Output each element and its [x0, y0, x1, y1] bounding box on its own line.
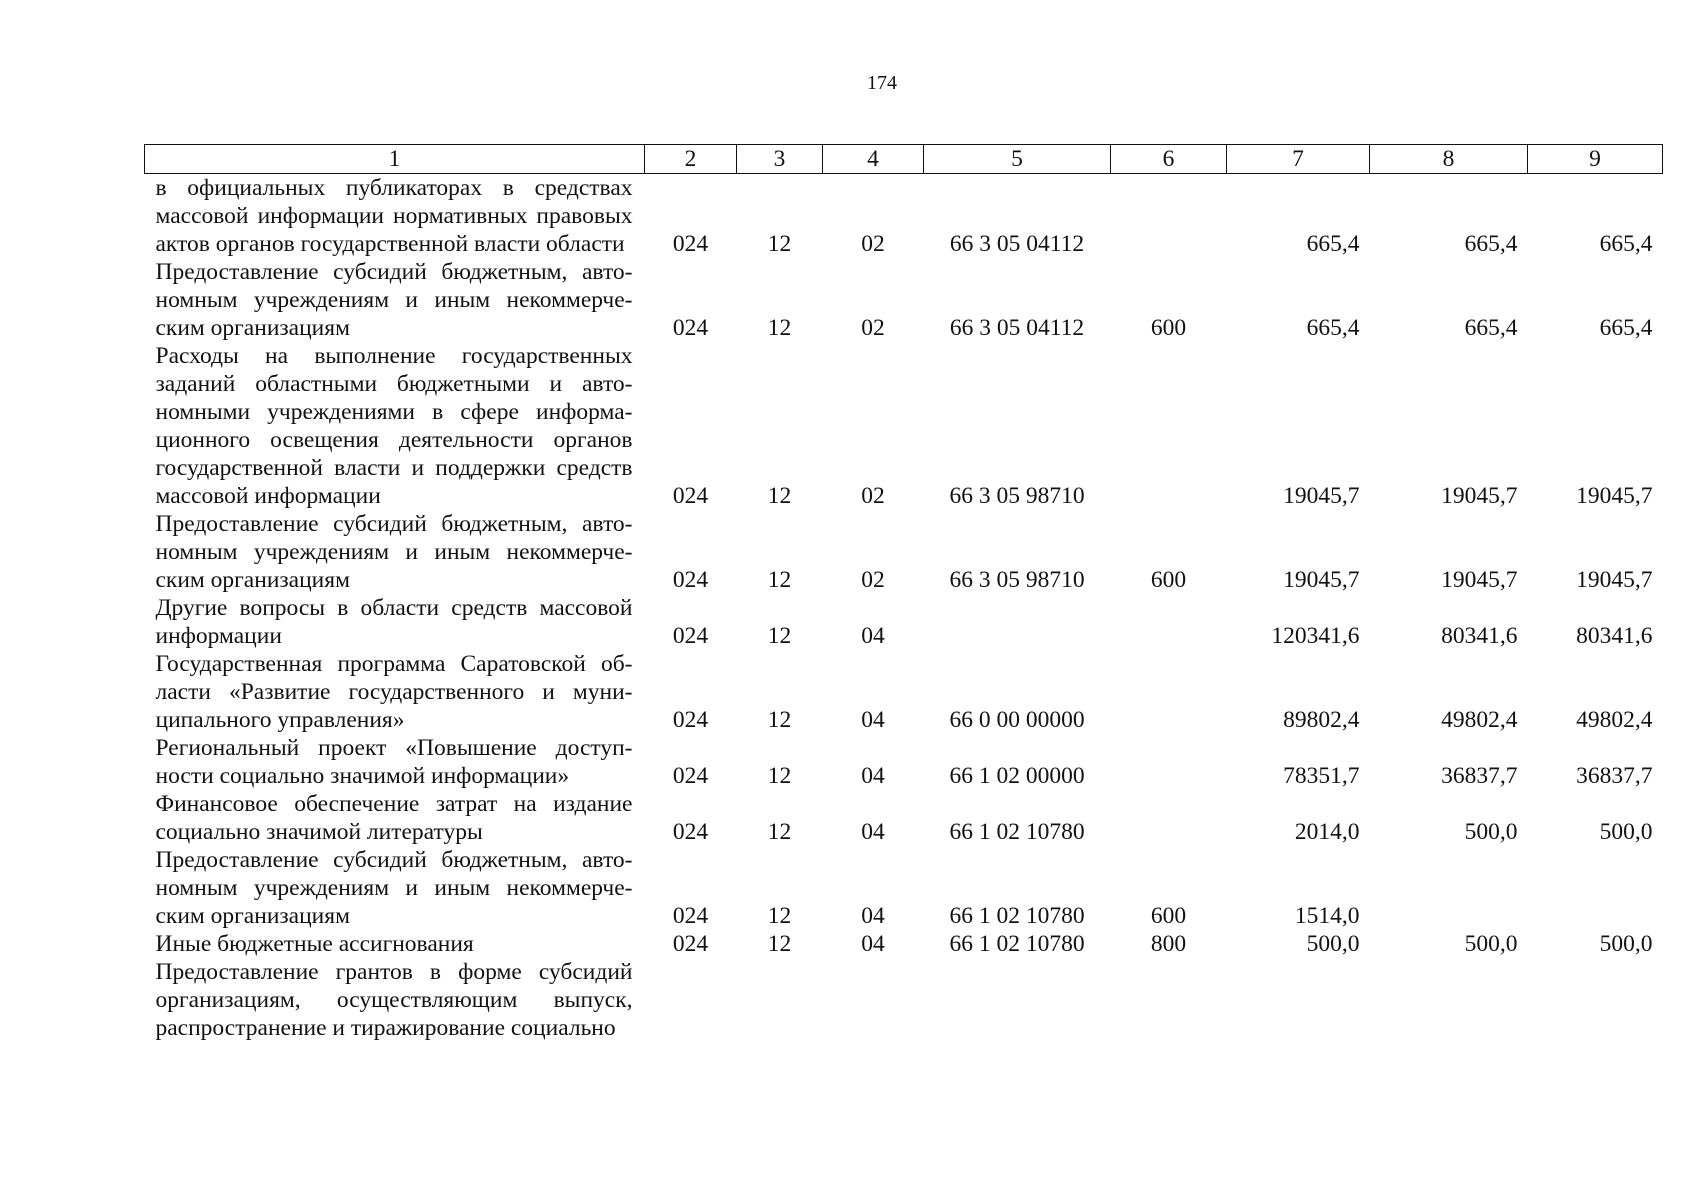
row-amount-col8: 49802,4	[1441, 707, 1518, 733]
table-row	[145, 846, 1663, 930]
header-col-2: 2	[645, 145, 737, 174]
table-body	[145, 174, 1663, 1043]
row-description: Предоставление грантов в форме субсидий организациям, осуществляющим выпуск, распространение и тиражирование социально	[155, 959, 633, 1041]
row-expense-type	[1111, 594, 1227, 650]
row-amount-col8	[1370, 958, 1528, 1042]
row-amount-col9: 665,4	[1599, 231, 1653, 257]
row-section: 12	[767, 567, 792, 593]
row-description: Финансовое обеспечение затрат на издание социально значимой литературы	[155, 791, 633, 845]
row-admin-code: 024	[672, 315, 709, 341]
row-section: 12	[767, 483, 792, 509]
row-amount-col8	[1370, 846, 1528, 930]
row-section: 12	[767, 231, 792, 257]
row-subsection: 04	[861, 903, 885, 929]
table-row	[145, 790, 1663, 846]
row-admin-code: 024	[672, 707, 709, 733]
page-number: 174	[867, 72, 897, 94]
row-subsection	[823, 958, 924, 1042]
row-amount-col8: 500,0	[1464, 819, 1518, 845]
header-col-7: 7	[1227, 145, 1370, 174]
table-row	[145, 594, 1663, 650]
row-admin-code: 024	[672, 903, 709, 929]
row-section: 12	[767, 707, 792, 733]
table-row	[145, 958, 1663, 1042]
row-amount-col8: 19045,7	[1441, 567, 1518, 593]
row-amount-col8: 80341,6	[1441, 623, 1518, 649]
row-subsection: 02	[861, 483, 885, 509]
row-amount-col8: 500,0	[1464, 931, 1518, 957]
row-expense-type: 600	[1150, 567, 1187, 593]
row-amount-col9: 665,4	[1599, 315, 1653, 341]
table-row	[145, 174, 1663, 259]
row-description: Государственная программа Саратовской области «Развитие государственного и муниципального управления»	[155, 651, 633, 733]
row-amount-col7	[1227, 958, 1370, 1042]
row-target-code: 66 3 05 04112	[949, 315, 1085, 341]
row-subsection: 04	[861, 623, 885, 649]
row-expense-type	[1111, 790, 1227, 846]
row-amount-col7: 120341,6	[1271, 623, 1360, 649]
row-subsection: 04	[861, 763, 885, 789]
row-amount-col7: 665,4	[1306, 315, 1360, 341]
row-target-code: 66 3 05 98710	[949, 567, 1085, 593]
row-amount-col7: 19045,7	[1283, 483, 1360, 509]
row-amount-col9: 80341,6	[1576, 623, 1653, 649]
table-row	[145, 510, 1663, 594]
row-target-code: 66 1 02 10780	[949, 819, 1085, 845]
row-amount-col7: 665,4	[1306, 231, 1360, 257]
row-target-code	[924, 594, 1111, 650]
row-amount-col7: 500,0	[1306, 931, 1360, 957]
table-row	[145, 930, 1663, 958]
row-target-code: 66 1 02 00000	[949, 763, 1085, 789]
row-amount-col7: 2014,0	[1294, 819, 1360, 845]
row-subsection: 04	[861, 931, 885, 957]
row-amount-col9: 500,0	[1599, 819, 1653, 845]
row-admin-code: 024	[672, 819, 709, 845]
row-amount-col8: 36837,7	[1441, 763, 1518, 789]
row-section	[737, 958, 823, 1042]
table-row	[145, 650, 1663, 734]
row-admin-code	[645, 958, 737, 1042]
row-amount-col9: 49802,4	[1576, 707, 1653, 733]
row-description: Региональный проект «Повышение доступности социально значимой информации»	[155, 735, 633, 789]
row-amount-col7: 19045,7	[1283, 567, 1360, 593]
row-target-code	[924, 958, 1111, 1042]
row-admin-code: 024	[672, 623, 709, 649]
header-row	[145, 145, 1663, 174]
row-admin-code: 024	[672, 931, 709, 957]
row-section: 12	[767, 931, 792, 957]
row-description: Предоставление субсидий бюджетным, автономным учреждениям и иным некоммерческим организациям	[155, 847, 633, 929]
row-amount-col8: 19045,7	[1441, 483, 1518, 509]
row-amount-col8: 665,4	[1464, 315, 1518, 341]
row-amount-col9	[1528, 846, 1663, 930]
budget-table	[144, 144, 1663, 1042]
row-subsection: 02	[861, 315, 885, 341]
row-description: в официальных публикаторах в средствах массовой информации нормативных правовых актов органов государственной власти области	[155, 175, 633, 257]
row-amount-col7: 1514,0	[1294, 903, 1360, 929]
header-col-4: 4	[823, 145, 924, 174]
row-expense-type: 800	[1150, 931, 1187, 957]
row-expense-type	[1111, 734, 1227, 790]
row-section: 12	[767, 763, 792, 789]
row-section: 12	[767, 903, 792, 929]
row-subsection: 04	[861, 819, 885, 845]
row-amount-col9: 36837,7	[1576, 763, 1653, 789]
header-col-8: 8	[1370, 145, 1528, 174]
header-col-3: 3	[737, 145, 823, 174]
header-col-5: 5	[924, 145, 1111, 174]
row-expense-type	[1111, 958, 1227, 1042]
table-row	[145, 258, 1663, 342]
row-amount-col9: 19045,7	[1576, 567, 1653, 593]
row-amount-col9: 19045,7	[1576, 483, 1653, 509]
row-subsection: 02	[861, 231, 885, 257]
row-subsection: 04	[861, 707, 885, 733]
header-col-6: 6	[1111, 145, 1227, 174]
row-admin-code: 024	[672, 483, 709, 509]
header-col-1: 1	[145, 145, 645, 174]
row-section: 12	[767, 623, 792, 649]
row-description: Предоставление субсидий бюджетным, автономным учреждениям и иным некоммерческим организациям	[155, 259, 633, 341]
row-expense-type	[1111, 650, 1227, 734]
row-admin-code: 024	[672, 567, 709, 593]
row-description: Расходы на выполнение государственных заданий областными бюджетными и автономными учреждениями в сфере информационного освещения деятельности органов государственной власти и поддержки средств массовой информации	[155, 343, 633, 509]
row-amount-col7: 78351,7	[1283, 763, 1360, 789]
row-admin-code: 024	[672, 231, 709, 257]
row-subsection: 02	[861, 567, 885, 593]
row-section: 12	[767, 315, 792, 341]
row-description: Другие вопросы в области средств массовой информации	[155, 595, 633, 649]
table-row	[145, 734, 1663, 790]
row-amount-col9: 500,0	[1599, 931, 1653, 957]
header-col-9: 9	[1528, 145, 1663, 174]
row-expense-type: 600	[1150, 315, 1187, 341]
row-target-code: 66 1 02 10780	[949, 931, 1085, 957]
row-amount-col7: 89802,4	[1283, 707, 1360, 733]
row-section: 12	[767, 819, 792, 845]
row-admin-code: 024	[672, 763, 709, 789]
row-target-code: 66 3 05 98710	[949, 483, 1085, 509]
row-expense-type	[1111, 174, 1227, 259]
row-amount-col9	[1528, 958, 1663, 1042]
table-row	[145, 342, 1663, 510]
row-description: Иные бюджетные ассигнования	[155, 931, 474, 957]
row-target-code: 66 3 05 04112	[949, 231, 1085, 257]
row-amount-col8: 665,4	[1464, 231, 1518, 257]
row-expense-type	[1111, 342, 1227, 510]
row-target-code: 66 0 00 00000	[949, 707, 1085, 733]
row-description: Предоставление субсидий бюджетным, автономным учреждениям и иным некоммерческим организациям	[155, 511, 633, 593]
row-target-code: 66 1 02 10780	[949, 903, 1085, 929]
row-expense-type: 600	[1150, 903, 1187, 929]
